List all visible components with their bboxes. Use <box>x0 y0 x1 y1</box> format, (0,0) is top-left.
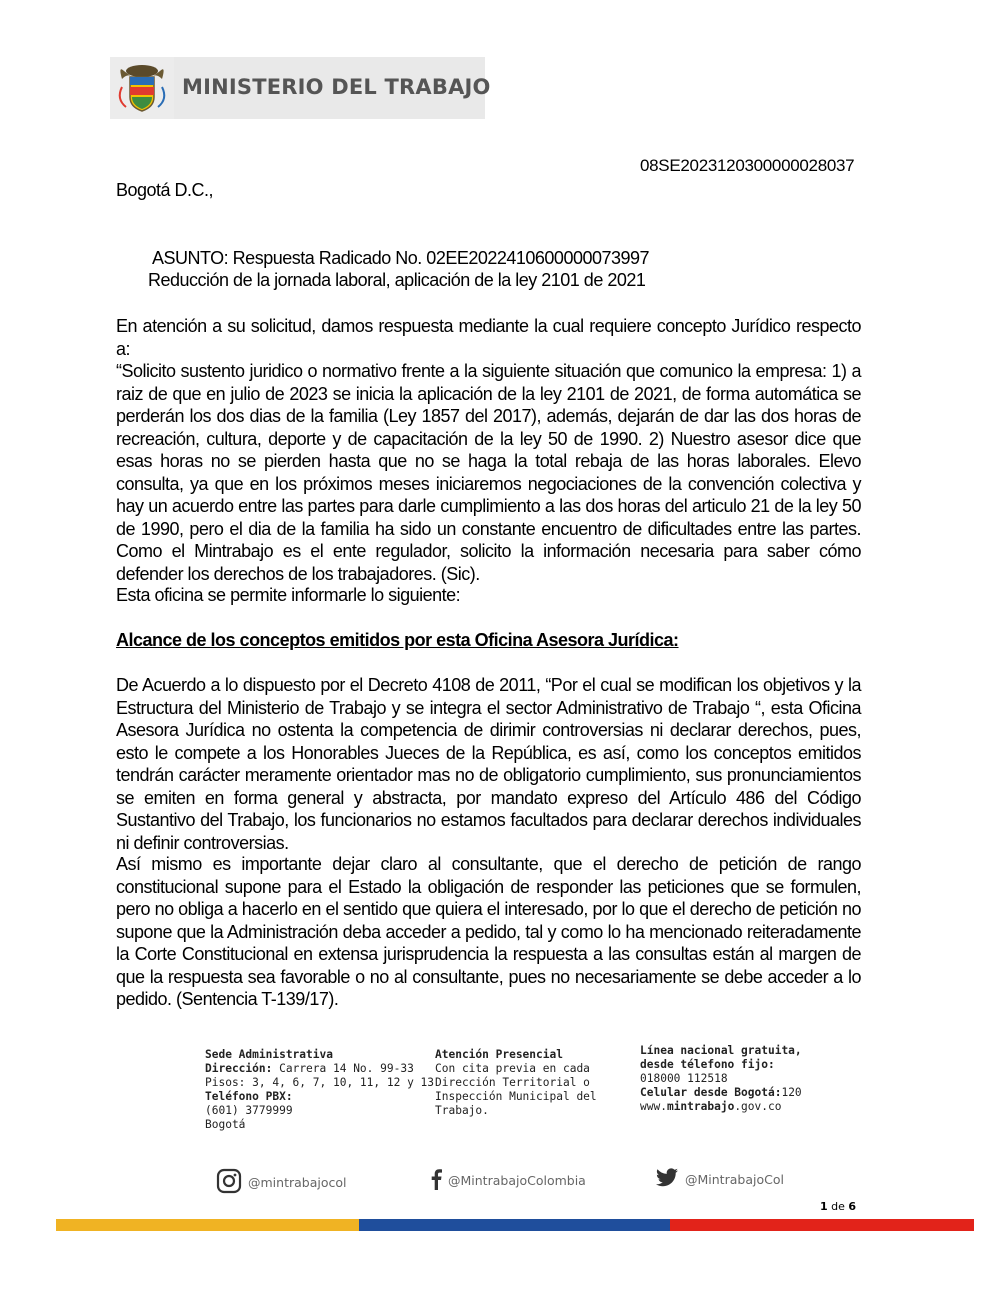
page-number: 1 de 6 <box>820 1200 857 1213</box>
linea-number: 018000 112518 <box>640 1072 728 1085</box>
stripe-blue <box>359 1219 670 1231</box>
twitter-icon <box>655 1168 679 1191</box>
instagram-link[interactable] <box>216 1168 346 1197</box>
footer-sede <box>205 1048 434 1132</box>
sede-title: Sede Administrativa <box>205 1048 333 1061</box>
paragraph-1: De Acuerdo a lo dispuesto por el Decreto 4108 de 2011, “Por el cual se modifican los objetivos y la Estructura del Ministerio de Trabajo y se integra el sector Administrativo de Trabajo “, esta Oficina Asesora Jurídica no ostenta la competencia de dirimir controversias ni declarar derechos, pues, esto le compete a los Honorables Jueces de la República, es así, como los conceptos emitidos tendrán carácter meramente orientador mas no de obligatorio cumplimiento, sus pronunciamientos se emiten en forma general y abstracta, por mandato expreso del Artículo 486 del Código Sustantivo del Trabajo, los funcionarios no estamos facultados para declarar derechos individuales ni definir controversias. <box>116 675 861 853</box>
stripe-red <box>670 1219 974 1231</box>
facebook-handle: @MintrabajoColombia <box>448 1173 586 1188</box>
intro-paragraph: En atención a su solicitud, damos respuesta mediante la cual requiere concepto Jurídico respecto a: <box>116 316 861 359</box>
city-line: Bogotá D.C., <box>116 180 214 200</box>
sede-city: Bogotá <box>205 1118 246 1131</box>
org-name: MINISTERIO DEL TRABAJO <box>182 75 491 99</box>
address: Carrera 14 No. 99-33 <box>279 1062 414 1075</box>
phone: (601) 3779999 <box>205 1104 293 1117</box>
paragraph-2: Así mismo es importante dejar claro al consultante, que el derecho de petición de rango constitucional supone para el Estado la obligación de responder las peticiones que se formulen, pero no obliga a hacerlo en el sentido que quiera el interesado, por lo que el derecho de petición no supone que la Administración deba acceder a pedido, tal y como lo ha mencionado reiteradamente la Corte Constitucional en extensa jurisprudencia la respuesta a las consultas están al margen de que la respuesta sea favorable o no al consultante, pues no necesariamente se debe acceder a lo pedido. (Sentencia T-139/17). <box>116 854 861 1009</box>
atencion-line-1: Con cita previa en cada <box>435 1062 590 1075</box>
floors: Pisos: 3, 4, 6, 7, 10, 11, 12 y 13 <box>205 1076 435 1089</box>
twitter-handle: @MintrabajoCol <box>685 1172 784 1187</box>
subject-line-1: ASUNTO: Respuesta Radicado No. 02EE2022410600000073997 <box>152 248 650 268</box>
quoted-request: “Solicito sustento juridico o normativo frente a la siguiente situación que comunico la empresa: 1) a raiz de que en julio de 2023 se inicia la aplicación de la ley 2101 de 2021, de forma automática se perderán los dos dias de la familia (Ley 1857 del 2017), además, dejarán de dar las dos horas de recreación, cultura, deporte y de capacitación de la ley 50 de 1990. 2) Nuestro asesor dice que esas horas no se pierden hasta que no se haga la total rebaja de las horas laborales. Elevo consulta, ya que en los próximos meses iniciaremos negociaciones de la convención colectiva y hay un acuerdo entre las partes para darle cumplimiento a las dos horas del articulo 21 de la ley 50 de 1990, pero el dia de la familia ha sido un constante encuentro de dificultades entre las partes. Como el Mintrabajo es el ente regulador, solicito la información necesaria para saber cómo defender los derechos de los trabajadores. (Sic). <box>116 361 861 584</box>
atencion-line-4: Trabajo. <box>435 1104 489 1117</box>
atencion-line-2: Dirección Territorial o <box>435 1076 590 1089</box>
stripe-yellow <box>56 1219 359 1231</box>
mobile-number: 120 <box>781 1086 802 1099</box>
facebook-link[interactable] <box>430 1168 586 1193</box>
website-link[interactable]: www.mintrabajo.gov.co <box>640 1100 782 1113</box>
footer-linea <box>640 1044 802 1114</box>
atencion-title: Atención Presencial <box>435 1048 563 1061</box>
mobile-label: Celular desde Bogotá: <box>640 1086 782 1099</box>
instagram-handle: @mintrabajocol <box>248 1175 347 1190</box>
footer-atencion <box>435 1048 597 1118</box>
address-label: Dirección: <box>205 1062 273 1075</box>
subject-line-2: Reducción de la jornada laboral, aplicación de la ley 2101 de 2021 <box>148 270 646 290</box>
linea-title-1: Línea nacional gratuita, <box>640 1044 802 1057</box>
coat-of-arms-icon <box>110 57 174 119</box>
twitter-link[interactable] <box>655 1168 784 1191</box>
ministry-logo <box>110 57 491 119</box>
inform-line: Esta oficina se permite informarle lo siguiente: <box>116 585 461 605</box>
instagram-icon <box>216 1168 242 1197</box>
reference-number: 08SE2023120300000028037 <box>640 156 855 175</box>
facebook-icon <box>430 1168 442 1193</box>
phone-label: Teléfono PBX: <box>205 1090 293 1103</box>
section-heading: Alcance de los conceptos emitidos por esta Oficina Asesora Jurídica: <box>116 630 679 650</box>
atencion-line-3: Inspección Municipal del <box>435 1090 597 1103</box>
linea-title-2: desde télefono fijo: <box>640 1058 775 1071</box>
